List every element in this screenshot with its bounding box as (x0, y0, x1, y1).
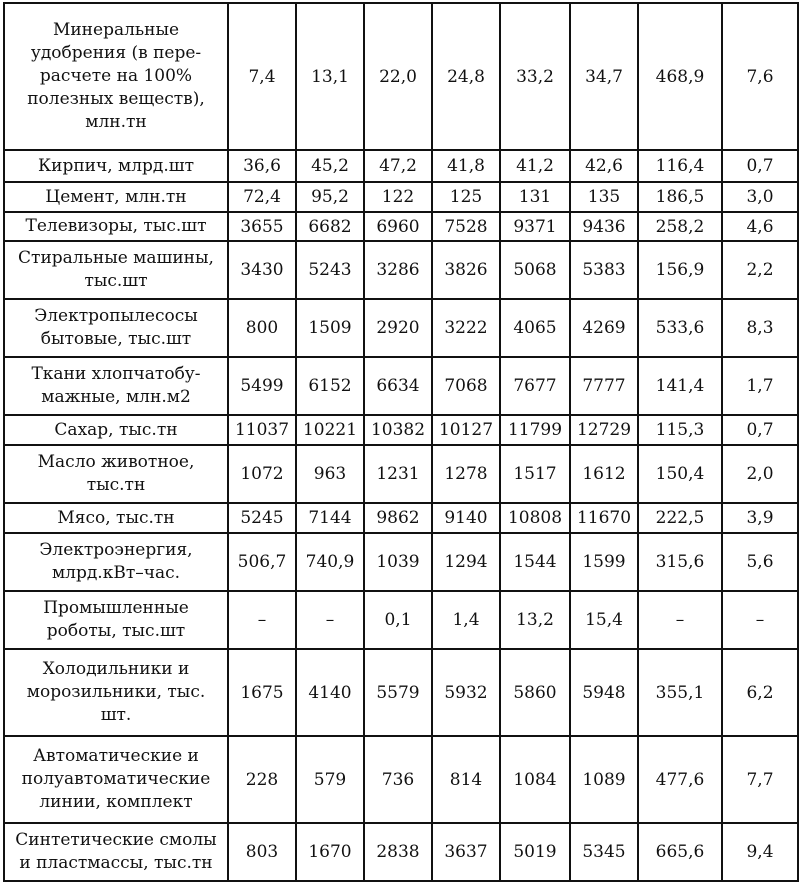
cell-value: 6152 (296, 357, 364, 415)
cell-value: 5245 (228, 503, 296, 533)
cell-value: 0,7 (722, 150, 798, 182)
cell-value: 125 (432, 182, 500, 212)
cell-value: 5019 (500, 823, 570, 881)
cell-value: 1039 (364, 533, 432, 591)
cell-value: 1599 (570, 533, 638, 591)
cell-value: 2920 (364, 299, 432, 357)
cell-value: 33,2 (500, 3, 570, 150)
cell-value: 7528 (432, 212, 500, 241)
cell-value: 1278 (432, 445, 500, 503)
cell-value: 34,7 (570, 3, 638, 150)
statistics-table-container (3, 2, 797, 882)
row-label: Синтетические смолы и пластмассы, тыс.тн (4, 823, 228, 881)
cell-value: 72,4 (228, 182, 296, 212)
cell-value: 3826 (432, 241, 500, 299)
cell-value: 10808 (500, 503, 570, 533)
table-row (4, 150, 798, 182)
cell-value: 6,2 (722, 649, 798, 736)
cell-value: 47,2 (364, 150, 432, 182)
cell-value: 0,7 (722, 415, 798, 445)
cell-value: 13,2 (500, 591, 570, 649)
table-row (4, 533, 798, 591)
cell-value: 5345 (570, 823, 638, 881)
cell-value: 10382 (364, 415, 432, 445)
production-statistics-table (3, 2, 799, 882)
cell-value: 186,5 (638, 182, 722, 212)
row-label: Мясо, тыс.тн (4, 503, 228, 533)
cell-value: 7068 (432, 357, 500, 415)
cell-value: 1294 (432, 533, 500, 591)
cell-value: 156,9 (638, 241, 722, 299)
cell-value: – (296, 591, 364, 649)
table-row (4, 357, 798, 415)
table-row (4, 299, 798, 357)
cell-value: 1084 (500, 736, 570, 823)
cell-value: 7,7 (722, 736, 798, 823)
cell-value: 3430 (228, 241, 296, 299)
cell-value: 803 (228, 823, 296, 881)
cell-value: 0,1 (364, 591, 432, 649)
cell-value: 3,0 (722, 182, 798, 212)
cell-value: 7777 (570, 357, 638, 415)
cell-value: 355,1 (638, 649, 722, 736)
row-label: Масло животное, тыс.тн (4, 445, 228, 503)
table-row (4, 3, 798, 150)
cell-value: 1612 (570, 445, 638, 503)
cell-value: 36,6 (228, 150, 296, 182)
cell-value: 3286 (364, 241, 432, 299)
cell-value: 222,5 (638, 503, 722, 533)
row-label: Автоматические и полуавтоматические линии, комплект (4, 736, 228, 823)
cell-value: 800 (228, 299, 296, 357)
cell-value: 315,6 (638, 533, 722, 591)
cell-value: 42,6 (570, 150, 638, 182)
cell-value: 7144 (296, 503, 364, 533)
cell-value: 9,4 (722, 823, 798, 881)
cell-value: 9371 (500, 212, 570, 241)
cell-value: 5,6 (722, 533, 798, 591)
cell-value: 131 (500, 182, 570, 212)
table-row (4, 212, 798, 241)
cell-value: 814 (432, 736, 500, 823)
cell-value: 3637 (432, 823, 500, 881)
cell-value: 3655 (228, 212, 296, 241)
cell-value: 477,6 (638, 736, 722, 823)
cell-value: 13,1 (296, 3, 364, 150)
cell-value: 9862 (364, 503, 432, 533)
cell-value: 116,4 (638, 150, 722, 182)
cell-value: 5579 (364, 649, 432, 736)
table-row (4, 415, 798, 445)
cell-value: 4065 (500, 299, 570, 357)
row-label: Минеральные удобрения (в пере-расчете на 100% полезных веществ), млн.тн (4, 3, 228, 150)
cell-value: 1,7 (722, 357, 798, 415)
cell-value: 11670 (570, 503, 638, 533)
cell-value: 228 (228, 736, 296, 823)
cell-value: 11037 (228, 415, 296, 445)
cell-value: 7677 (500, 357, 570, 415)
row-label: Ткани хлопчатобу-мажные, млн.м2 (4, 357, 228, 415)
cell-value: 1509 (296, 299, 364, 357)
row-label: Холодильники и морозильники, тыс. шт. (4, 649, 228, 736)
table-row (4, 823, 798, 881)
cell-value: 9140 (432, 503, 500, 533)
cell-value: 141,4 (638, 357, 722, 415)
cell-value: 45,2 (296, 150, 364, 182)
row-label: Сахар, тыс.тн (4, 415, 228, 445)
cell-value: – (722, 591, 798, 649)
table-body (4, 3, 798, 881)
cell-value: 4,6 (722, 212, 798, 241)
cell-value: – (228, 591, 296, 649)
cell-value: 6634 (364, 357, 432, 415)
cell-value: 740,9 (296, 533, 364, 591)
cell-value: 5932 (432, 649, 500, 736)
cell-value: 3,9 (722, 503, 798, 533)
cell-value: 5499 (228, 357, 296, 415)
cell-value: 41,2 (500, 150, 570, 182)
cell-value: 468,9 (638, 3, 722, 150)
cell-value: 115,3 (638, 415, 722, 445)
cell-value: 2,2 (722, 241, 798, 299)
table-row (4, 445, 798, 503)
table-row (4, 503, 798, 533)
cell-value: 5068 (500, 241, 570, 299)
cell-value: 258,2 (638, 212, 722, 241)
row-label: Телевизоры, тыс.шт (4, 212, 228, 241)
cell-value: 579 (296, 736, 364, 823)
cell-value: 5860 (500, 649, 570, 736)
cell-value: 963 (296, 445, 364, 503)
table-row (4, 591, 798, 649)
cell-value: 506,7 (228, 533, 296, 591)
cell-value: 1,4 (432, 591, 500, 649)
cell-value: 11799 (500, 415, 570, 445)
cell-value: 7,4 (228, 3, 296, 150)
table-row (4, 182, 798, 212)
cell-value: 1089 (570, 736, 638, 823)
cell-value: 1544 (500, 533, 570, 591)
cell-value: 135 (570, 182, 638, 212)
row-label: Электроэнергия, млрд.кВт–час. (4, 533, 228, 591)
cell-value: 1670 (296, 823, 364, 881)
cell-value: 6960 (364, 212, 432, 241)
cell-value: 1675 (228, 649, 296, 736)
cell-value: 8,3 (722, 299, 798, 357)
cell-value: 10127 (432, 415, 500, 445)
cell-value: 2,0 (722, 445, 798, 503)
cell-value: 24,8 (432, 3, 500, 150)
cell-value: 533,6 (638, 299, 722, 357)
cell-value: 7,6 (722, 3, 798, 150)
cell-value: 5948 (570, 649, 638, 736)
cell-value: 736 (364, 736, 432, 823)
cell-value: 122 (364, 182, 432, 212)
row-label: Электропылесосы бытовые, тыс.шт (4, 299, 228, 357)
cell-value: 95,2 (296, 182, 364, 212)
row-label: Стиральные машины, тыс.шт (4, 241, 228, 299)
cell-value: – (638, 591, 722, 649)
cell-value: 4140 (296, 649, 364, 736)
cell-value: 15,4 (570, 591, 638, 649)
table-row (4, 736, 798, 823)
cell-value: 150,4 (638, 445, 722, 503)
row-label: Промышленные роботы, тыс.шт (4, 591, 228, 649)
row-label: Кирпич, млрд.шт (4, 150, 228, 182)
cell-value: 41,8 (432, 150, 500, 182)
table-row (4, 649, 798, 736)
row-label: Цемент, млн.тн (4, 182, 228, 212)
cell-value: 665,6 (638, 823, 722, 881)
cell-value: 1072 (228, 445, 296, 503)
table-row (4, 241, 798, 299)
cell-value: 22,0 (364, 3, 432, 150)
cell-value: 12729 (570, 415, 638, 445)
cell-value: 5243 (296, 241, 364, 299)
cell-value: 1517 (500, 445, 570, 503)
cell-value: 10221 (296, 415, 364, 445)
cell-value: 6682 (296, 212, 364, 241)
cell-value: 2838 (364, 823, 432, 881)
cell-value: 4269 (570, 299, 638, 357)
cell-value: 3222 (432, 299, 500, 357)
cell-value: 5383 (570, 241, 638, 299)
cell-value: 1231 (364, 445, 432, 503)
cell-value: 9436 (570, 212, 638, 241)
